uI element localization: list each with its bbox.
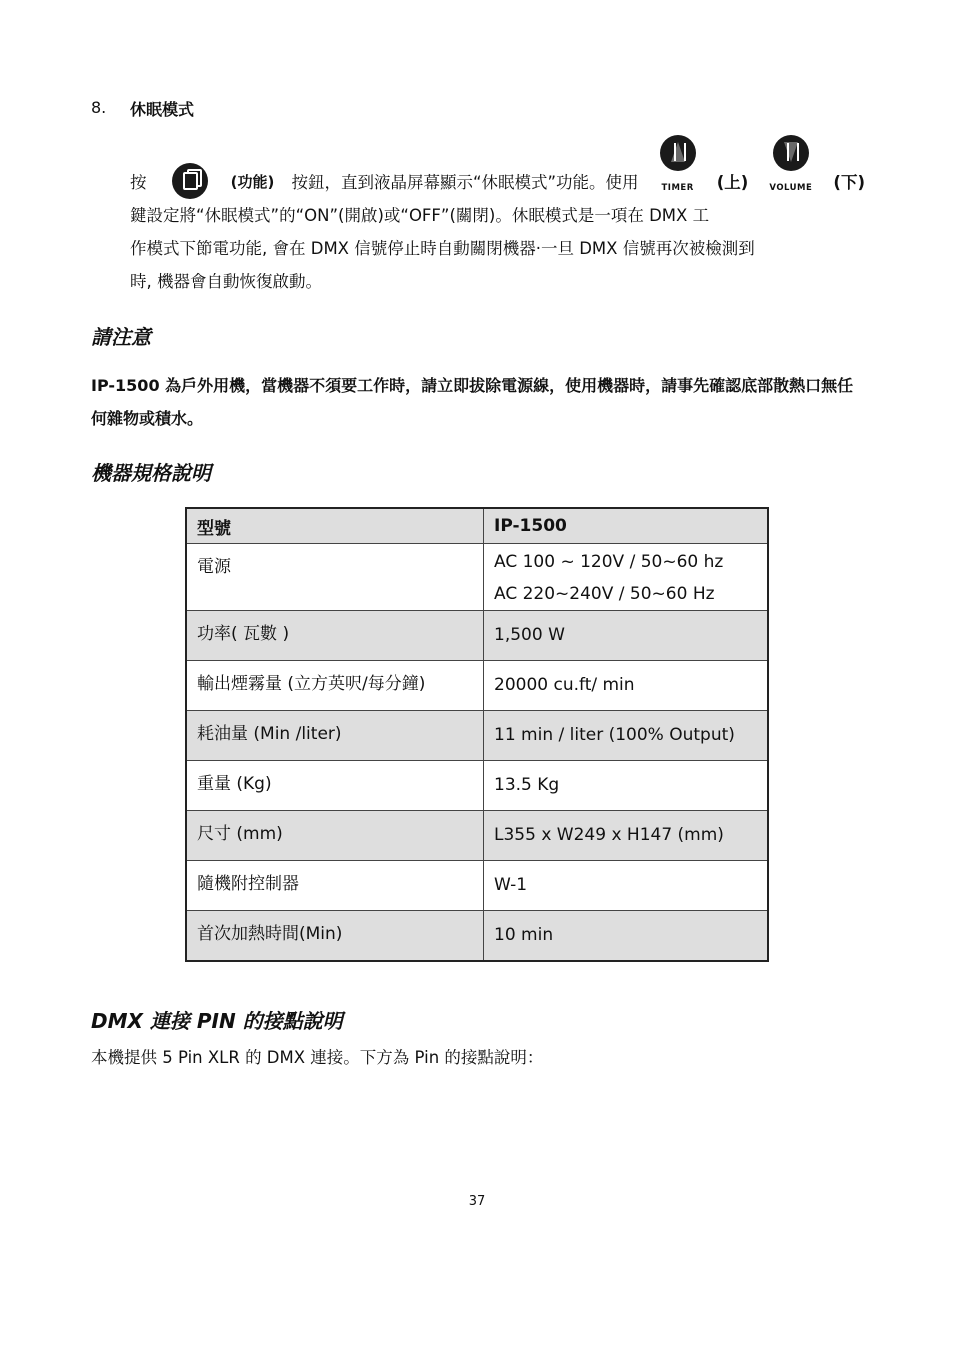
table-row: [186, 661, 768, 711]
table-row: [186, 761, 768, 811]
row-label: 功率( 瓦數 ): [197, 624, 290, 644]
row-label: 隨機附控制器: [197, 874, 299, 894]
section-number: 8.: [91, 98, 107, 117]
sleep-mode-paragraph: [130, 166, 865, 298]
notice-heading: 請注意: [91, 325, 151, 349]
function-button-icon: [172, 163, 208, 199]
row-value: 1,500 W: [494, 625, 565, 645]
row-value: 13.5 Kg: [494, 775, 560, 795]
volume-button: [769, 135, 812, 205]
row-value: W-1: [494, 875, 528, 895]
model-label: 型號: [186, 508, 484, 544]
down-label: (下): [833, 173, 865, 192]
dmx-intro: 本機提供 5 Pin XLR 的 DMX 連接。下方為 Pin 的接點說明：: [91, 1048, 544, 1067]
timer-up-icon: [660, 135, 696, 171]
paragraph-line-4: 時, 機器會自動恢復啟動。: [130, 272, 322, 291]
dmx-heading: DMX 連接 PIN 的接點說明: [91, 1009, 343, 1033]
row-label: 重量 (Kg): [197, 774, 272, 794]
row-value: 11 min / liter (100% Output): [494, 725, 735, 745]
row-value: 10 min: [494, 925, 554, 945]
section-title: 休眠模式: [130, 100, 195, 119]
up-label: (上): [716, 173, 749, 192]
paragraph-line-2: 鍵設定將“休眠模式”的“ON”(開啟)或“OFF”(關閉)。休眠模式是一項在 DMX 工: [130, 206, 710, 225]
notice-text: IP-1500 為戶外用機，當機器不須要工作時，請立即拔除電源線，使用機器時，請事先確認底部散熱口無任何雜物或積水。: [91, 376, 854, 428]
row-value: L355 x W249 x H147 (mm): [494, 825, 724, 845]
table-row: [186, 911, 768, 962]
function-label: (功能): [230, 173, 275, 191]
text-middle: 按鈕，直到液晶屏幕顯示“休眠模式”功能。使用: [291, 173, 639, 192]
table-row: [186, 811, 768, 861]
spec-table: [185, 507, 769, 962]
table-row: [186, 508, 768, 544]
volume-down-icon: [773, 135, 809, 171]
timer-button: [660, 135, 696, 205]
model-value: IP-1500: [484, 508, 769, 544]
volume-caption: VOLUME: [769, 183, 813, 193]
paragraph-line-1: [130, 166, 865, 199]
row-label: 尺寸 (mm): [197, 824, 283, 844]
table-row: [186, 544, 768, 611]
row-value: 20000 cu.ft/ min: [494, 675, 635, 695]
timer-caption: TIMER: [661, 183, 694, 193]
row-label: 耗油量 (Min /liter): [197, 724, 342, 744]
text-press: 按: [130, 173, 147, 192]
paragraph-line-3: 作模式下節電功能, 會在 DMX 信號停止時自動關閉機器·一旦 DMX 信號再次被檢測到: [130, 239, 755, 258]
power-value-1: AC 100 ~ 120V / 50~60 hz: [494, 552, 724, 572]
table-row: [186, 711, 768, 761]
power-label: 電源: [197, 557, 231, 577]
page-number: 37: [468, 1194, 486, 1209]
power-value-2: AC 220~240V / 50~60 Hz: [494, 584, 715, 604]
row-label: 首次加熱時間(Min): [197, 924, 343, 944]
spec-heading: 機器規格說明: [91, 461, 211, 485]
table-row: [186, 861, 768, 911]
table-row: [186, 611, 768, 661]
row-label: 輸出煙霧量 (立方英呎/每分鐘): [197, 674, 426, 694]
